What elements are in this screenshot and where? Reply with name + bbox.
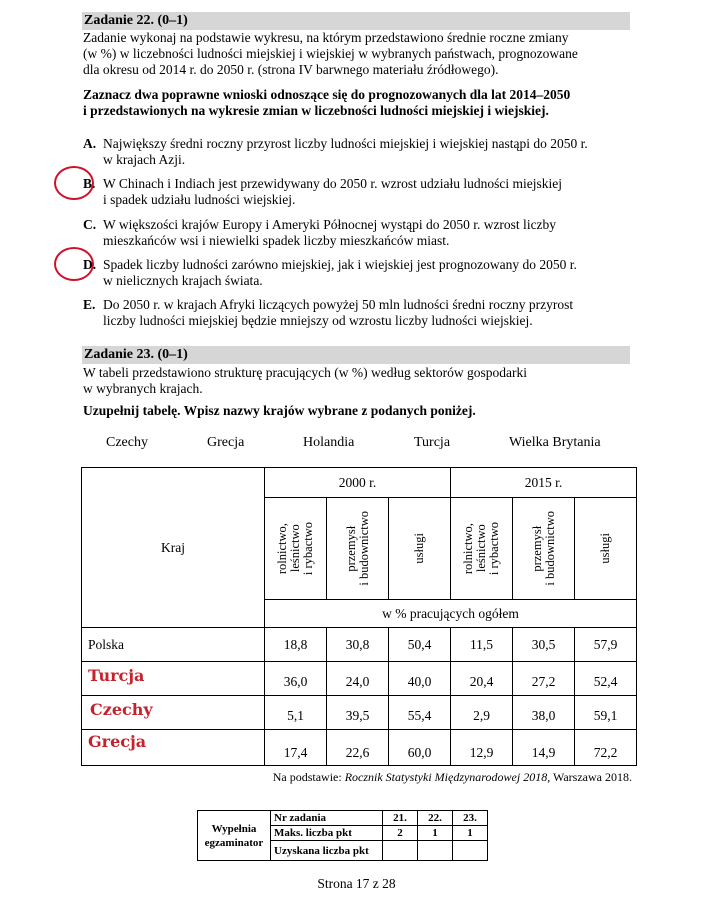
country-option: Holandia bbox=[303, 435, 355, 450]
option-letter: C. bbox=[83, 217, 97, 232]
option-e[interactable] bbox=[83, 297, 631, 329]
value-cell: 55,4 bbox=[389, 696, 451, 730]
value-cell: 18,8 bbox=[265, 628, 327, 662]
intro-line: w wybranych krajach. bbox=[83, 381, 203, 396]
value-cell: 20,4 bbox=[451, 662, 513, 696]
intro-line: dla okresu od 2014 r. do 2050 r. (strona IV barwnego materiału źródłowego). bbox=[83, 62, 499, 77]
instruction-line: Zaznacz dwa poprawne wnioski odnoszące się do prognozowanych dla lat 2014–2050 bbox=[83, 87, 571, 102]
value-cell: 12,9 bbox=[451, 730, 513, 766]
value-cell: 59,1 bbox=[575, 696, 637, 730]
value-cell: 5,1 bbox=[265, 696, 327, 730]
country-option: Czechy bbox=[106, 435, 148, 450]
value-cell: 52,4 bbox=[575, 662, 637, 696]
task22-instruction bbox=[83, 87, 631, 119]
value-cell: 2,9 bbox=[451, 696, 513, 730]
page-number: Strona 17 z 28 bbox=[317, 876, 396, 891]
option-line: liczby ludności miejskiej będzie mniejszy od wzrostu liczby ludności wiejskiej. bbox=[103, 313, 533, 328]
option-line: w krajach Azji. bbox=[103, 152, 186, 167]
kraj-header: Kraj bbox=[82, 468, 265, 628]
value-cell: 50,4 bbox=[389, 628, 451, 662]
country-option: Wielka Brytania bbox=[509, 435, 601, 450]
task22-heading: Zadanie 22. (0–1) bbox=[82, 12, 630, 30]
option-letter: A. bbox=[83, 136, 97, 151]
year-2000-header: 2000 r. bbox=[265, 468, 451, 498]
sector-agriculture-2000: rolnictwo, leśnictwo i rybactwo bbox=[265, 498, 327, 600]
handwritten-country: Czechy bbox=[90, 700, 153, 719]
obtained-points-cell[interactable] bbox=[418, 841, 453, 861]
sector-services-2000: usługi bbox=[389, 498, 451, 600]
option-b[interactable] bbox=[83, 176, 631, 208]
task22-intro bbox=[83, 30, 631, 78]
option-line: Największy średni roczny przyrost liczby ludności miejskiej i wiejskiej nastąpi do 2050 r. bbox=[103, 136, 588, 151]
obtained-points-label: Uzyskana liczba pkt bbox=[271, 841, 383, 861]
value-cell: 72,2 bbox=[575, 730, 637, 766]
task23-instruction: Uzupełnij tabelę. Wpisz nazwy krajów wybrane z podanych poniżej. bbox=[83, 403, 476, 418]
option-line: W większości krajów Europy i Ameryki Północnej wystąpi do 2050 r. wzrost liczby bbox=[103, 217, 557, 232]
country-cell[interactable] bbox=[82, 696, 265, 730]
option-line: W Chinach i Indiach jest przewidywany do 2050 r. wzrost udziału ludności miejskiej bbox=[103, 176, 563, 191]
intro-line: (w %) w liczebności ludności miejskiej i wiejskiej w wybranych państwach, prognozowane bbox=[83, 46, 578, 61]
max-points: 2 bbox=[383, 826, 418, 841]
value-cell: 57,9 bbox=[575, 628, 637, 662]
table-row bbox=[82, 730, 637, 766]
option-letter: E. bbox=[83, 297, 96, 312]
option-line: mieszkańców wsi i niewielki spadek liczby mieszkańców miast. bbox=[103, 233, 450, 248]
task-number: 22. bbox=[418, 811, 453, 826]
option-letter: B. bbox=[83, 176, 96, 191]
task23-intro bbox=[83, 365, 631, 397]
value-cell: 60,0 bbox=[389, 730, 451, 766]
sector-industry-2000: przemysł i budownictwo bbox=[327, 498, 389, 600]
option-c[interactable] bbox=[83, 217, 631, 249]
intro-line: Zadanie wykonaj na podstawie wykresu, na którym przedstawiono średnie roczne zmiany bbox=[83, 30, 569, 45]
task23-heading: Zadanie 23. (0–1) bbox=[82, 346, 630, 364]
country-cell: Polska bbox=[82, 628, 265, 662]
value-cell: 22,6 bbox=[327, 730, 389, 766]
value-cell: 14,9 bbox=[513, 730, 575, 766]
sector-industry-2015: przemysł i budownictwo bbox=[513, 498, 575, 600]
source-note: Na podstawie: Rocznik Statystyki Międzynarodowej 2018, Warszawa 2018. bbox=[272, 770, 632, 784]
value-cell: 17,4 bbox=[265, 730, 327, 766]
value-cell: 40,0 bbox=[389, 662, 451, 696]
option-letter: D. bbox=[83, 257, 97, 272]
option-line: i spadek udziału ludności wiejskiej. bbox=[103, 192, 296, 207]
obtained-points-cell[interactable] bbox=[383, 841, 418, 861]
table-row bbox=[82, 696, 637, 730]
task-number: 21. bbox=[383, 811, 418, 826]
intro-line: W tabeli przedstawiono strukturę pracujących (w %) według sektorów gospodarki bbox=[83, 365, 527, 380]
option-line: Do 2050 r. w krajach Afryki liczących powyżej 50 mln ludności średni roczny przyrost bbox=[103, 297, 574, 312]
table-row bbox=[82, 628, 637, 662]
handwritten-country: Grecja bbox=[88, 732, 147, 751]
value-cell: 30,5 bbox=[513, 628, 575, 662]
answer-circle-d bbox=[54, 247, 97, 281]
task-number-label: Nr zadania bbox=[271, 811, 383, 826]
handwritten-country: Turcja bbox=[88, 666, 145, 685]
max-points-label: Maks. liczba pkt bbox=[271, 826, 383, 841]
country-option: Turcja bbox=[414, 435, 451, 450]
value-cell: 36,0 bbox=[265, 662, 327, 696]
country-option: Grecja bbox=[207, 435, 245, 450]
task-number: 23. bbox=[453, 811, 488, 826]
option-line: w nielicznych krajach świata. bbox=[103, 273, 263, 288]
option-line: Spadek liczby ludności zarówno miejskiej, jak i wiejskiej jest prognozowany do 2050 r. bbox=[103, 257, 577, 272]
answer-circle-b bbox=[54, 166, 94, 200]
option-d[interactable] bbox=[83, 257, 631, 289]
table-row bbox=[82, 662, 637, 696]
country-cell[interactable] bbox=[82, 730, 265, 766]
value-cell: 39,5 bbox=[327, 696, 389, 730]
value-cell: 27,2 bbox=[513, 662, 575, 696]
sector-agriculture-2015: rolnictwo, leśnictwo i rybactwo bbox=[451, 498, 513, 600]
examiner-table bbox=[197, 810, 488, 861]
max-points: 1 bbox=[418, 826, 453, 841]
unit-row: w % pracujących ogółem bbox=[265, 600, 637, 628]
value-cell: 38,0 bbox=[513, 696, 575, 730]
value-cell: 30,8 bbox=[327, 628, 389, 662]
max-points: 1 bbox=[453, 826, 488, 841]
value-cell: 11,5 bbox=[451, 628, 513, 662]
instruction-line: i przedstawionych na wykresie zmian w liczebności ludności miejskiej i wiejskiej. bbox=[83, 103, 549, 118]
sector-services-2015: usługi bbox=[575, 498, 637, 600]
employment-table bbox=[81, 467, 637, 766]
option-a[interactable] bbox=[83, 136, 631, 168]
country-cell[interactable] bbox=[82, 662, 265, 696]
obtained-points-cell[interactable] bbox=[453, 841, 488, 861]
year-2015-header: 2015 r. bbox=[451, 468, 637, 498]
examiner-label: Wypełnia egzaminator bbox=[198, 811, 271, 861]
value-cell: 24,0 bbox=[327, 662, 389, 696]
